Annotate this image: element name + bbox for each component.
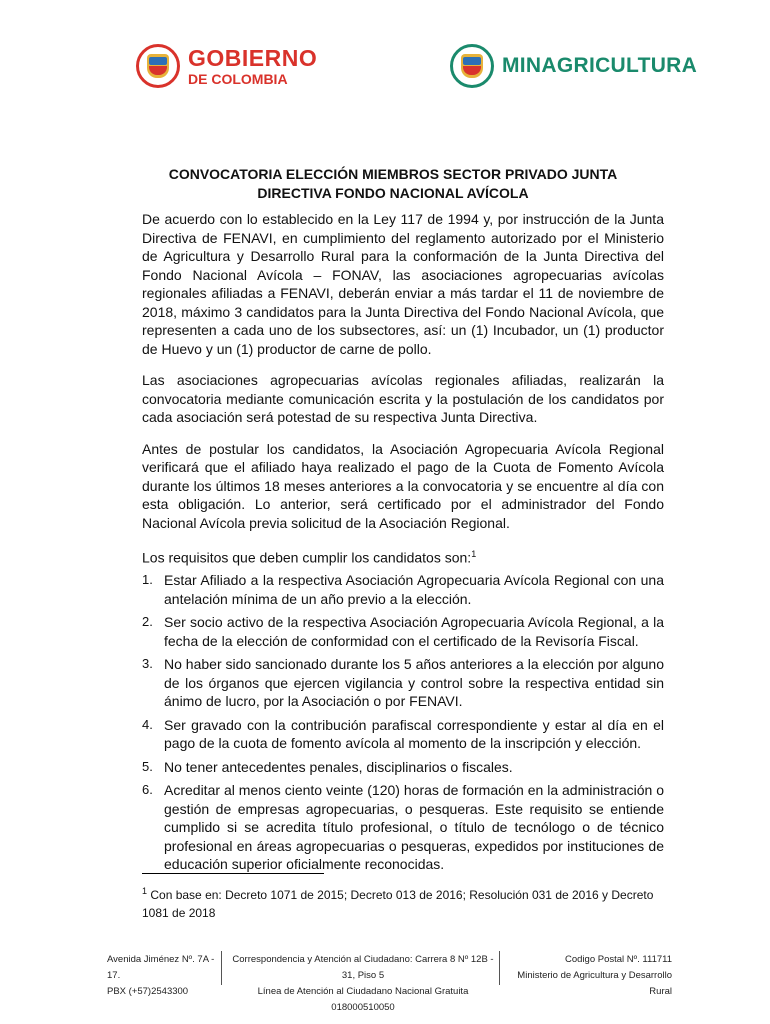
- footnote: [142, 882, 662, 922]
- footer-address-block: [107, 952, 219, 1000]
- list-item-number: 3.: [142, 656, 153, 672]
- list-item-text: Ser gravado con la contribución parafiscal correspondiente y estar al día en el pago de la cuota de fomento avícola al momento de la inscripción y elección.: [164, 716, 664, 752]
- footer-postal-block: [510, 952, 672, 1000]
- gobierno-logo-line1: GOBIERNO: [188, 44, 318, 71]
- gobierno-de-colombia-logo: [136, 44, 317, 88]
- list-item-text: Ser socio activo de la respectiva Asociación Agropecuaria Avícola Regional, a la fecha de la elección de conformidad con el certificado de la Revisoría Fiscal.: [164, 614, 664, 649]
- footer-postal-code: Codigo Postal Nº. 111711: [565, 954, 672, 965]
- footer-divider: [499, 951, 500, 985]
- footer-contact-block: [232, 952, 494, 1016]
- footnote-text: Con base en: Decreto 1071 de 2015; Decreto 013 de 2016; Resolución 031 de 2016 y Decreto 1081 de 2018: [142, 888, 654, 920]
- footer-correspondence: Correspondencia y Atención al Ciudadano: Carrera 8 Nº 12B - 31, Piso 5: [232, 954, 494, 981]
- list-item: [142, 758, 664, 777]
- footnote-reference: 1: [471, 549, 477, 559]
- minagricultura-logo: [450, 44, 697, 88]
- minagricultura-logo-text: MINAGRICULTURA: [502, 54, 698, 77]
- footer-pbx: PBX (+57)2543300: [107, 986, 189, 997]
- list-item: [142, 781, 664, 874]
- footer-ministry: Ministerio de Agricultura y Desarrollo Rural: [517, 970, 672, 997]
- requirements-intro: [142, 545, 664, 567]
- list-item-number: 6.: [142, 782, 153, 798]
- footnote-mark: 1: [142, 886, 148, 896]
- footer-address: Avenida Jiménez Nº. 7A - 17.: [107, 954, 215, 981]
- list-item-text: Acreditar al menos ciento veinte (120) horas de formación en la administración o gestión de empresas agropecuarias, o pesqueras. Este requisito se entiende cumplido si se acredita título profesional, o título de tecnólogo o de técnico profesional en áreas agropecuarias o pesqueras, expedidos por instituciones de educación superior oficialmente reconocidas.: [164, 782, 664, 873]
- paragraph-2: Las asociaciones agropecuarias avícolas regionales afiliadas, realizarán la convocatoria mediante comunicación escrita y la postulación de los candidatos por cada asociación será potestad de su respectiva Junta Directiva.: [142, 372, 664, 425]
- footer-hotline: Línea de Atención al Ciudadano Nacional Gratuita 018000510050: [257, 986, 469, 1013]
- list-item-text: No tener antecedentes penales, disciplinarios o fiscales.: [164, 758, 513, 775]
- list-item-text: No haber sido sancionado durante los 5 años anteriores a la elección por alguno de los órganos que ejercen vigilancia y control sobre la respectiva entidad sin ánimo de lucro, por la Asociación o por FENAVI.: [164, 656, 664, 710]
- colombia-coat-of-arms-icon: [450, 44, 494, 88]
- list-item: [142, 571, 664, 608]
- list-item: [142, 613, 664, 650]
- list-item-number: 2.: [142, 614, 153, 630]
- paragraph-3: Antes de postular los candidatos, la Asociación Agropecuaria Avícola Regional verificará que el afiliado haya realizado el pago de la Cuota de Fomento Avícola durante los últimos 18 meses anteriores a la convocatoria y se encuentre al día con esta obligación. Lo anterior, será certificado por el administrador del Fondo Nacional Avícola previa solicitud de la Asociación Regional.: [142, 440, 664, 531]
- paragraph-1: De acuerdo con lo establecido en la Ley 117 de 1994 y, por instrucción de la Junta Directiva de FENAVI, en cumplimiento del reglamento autorizado por el Ministerio de Agricultura y Desarrollo Rural para la conformación de la Junta Directiva del Fondo Nacional Avícola – FONAV, las asociaciones agropecuarias avícolas regionales afiliadas a FENAVI, deberán enviar a más tardar el 11 de noviembre de 2018, máximo 3 candidatos para la Junta Directiva del Fondo Nacional Avícola, que representen a cada uno de los subsectores, así: un (1) Incubador, un (1) productor de Huevo y un (1) productor de carne de pollo.: [142, 211, 664, 357]
- list-item-number: 5.: [142, 758, 153, 774]
- list-item: [142, 655, 664, 711]
- colombia-coat-of-arms-icon: [136, 44, 180, 88]
- list-item: [142, 716, 664, 753]
- gobierno-logo-line2: DE COLOMBIA: [188, 70, 288, 87]
- requirements-list: [142, 571, 664, 874]
- requirements-intro-text: Los requisitos que deben cumplir los candidatos son:: [142, 549, 472, 566]
- list-item-text: Estar Afiliado a la respectiva Asociación Agropecuaria Avícola Regional con una antelación mínima de un año previo a la elección.: [164, 572, 664, 607]
- footer-divider: [221, 951, 222, 985]
- footnote-divider: [142, 873, 324, 874]
- document-body: [142, 210, 664, 879]
- list-item-number: 4.: [142, 716, 153, 732]
- list-item-number: 1.: [142, 572, 153, 588]
- document-title: CONVOCATORIA ELECCIÓN MIEMBROS SECTOR PRIVADO JUNTA DIRECTIVA FONDO NACIONAL AVÍCOLA: [168, 166, 618, 201]
